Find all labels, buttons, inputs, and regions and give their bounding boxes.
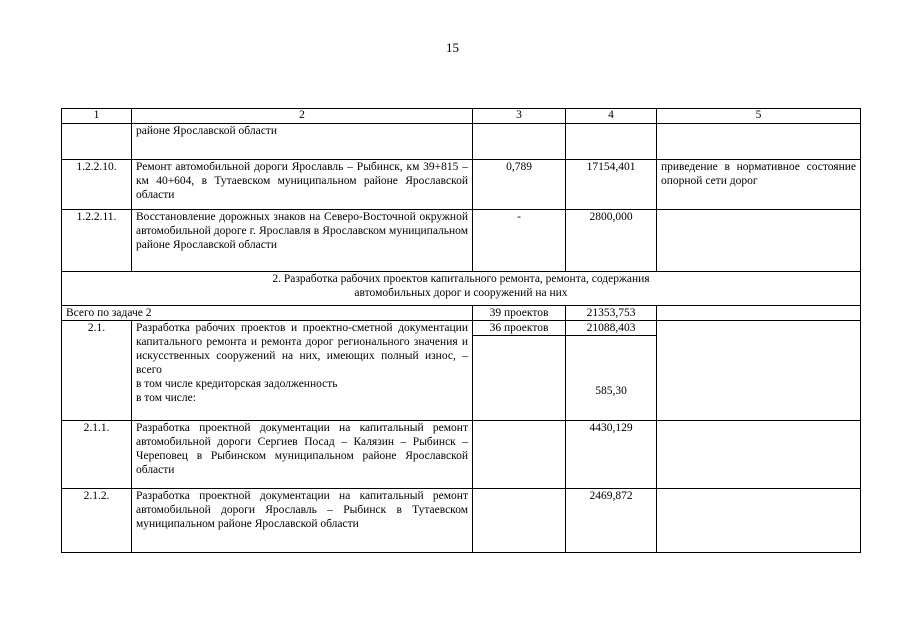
header-col-1: 1	[62, 109, 132, 124]
row-col5	[657, 421, 861, 489]
row-col4: 2469,872	[566, 489, 657, 553]
row-col3	[473, 489, 566, 553]
row-number: 2.1.1.	[62, 421, 132, 489]
total-col5	[657, 306, 861, 321]
header-col-4: 4	[566, 109, 657, 124]
row-description: Восстановление дорожных знаков на Северо-Восточной окружной автомобильной дороге г. Ярославля в Ярославском муниципальном районе Ярославской области	[132, 210, 473, 272]
row-col5	[657, 321, 861, 421]
row-description-debt: в том числе кредиторская задолженность	[136, 378, 338, 390]
section-heading-line-1: 2. Разработка рабочих проектов капитального ремонта, ремонта, содержания	[272, 273, 650, 285]
total-label: Всего по задаче 2	[62, 306, 473, 321]
header-col-5: 5	[657, 109, 861, 124]
row-number: 2.1.2.	[62, 489, 132, 553]
row-col3: -	[473, 210, 566, 272]
row-col4: 21088,403	[566, 321, 657, 336]
row-col5: приведение в нормативное состояние опорной сети дорог	[657, 160, 861, 210]
row-description	[132, 321, 473, 421]
row-col3: 36 проектов	[473, 321, 566, 336]
table-row	[62, 124, 861, 160]
row-description: Ремонт автомобильной дороги Ярославль – Рыбинск, км 39+815 – км 40+604, в Тутаевском муниципальном районе Ярославской области	[132, 160, 473, 210]
header-col-3: 3	[473, 109, 566, 124]
total-row	[62, 306, 861, 321]
row-col5	[657, 489, 861, 553]
table-row	[62, 321, 861, 336]
table-row	[62, 489, 861, 553]
row-number: 1.2.2.10.	[62, 160, 132, 210]
row-col4: 4430,129	[566, 421, 657, 489]
total-col4: 21353,753	[566, 306, 657, 321]
table-row	[62, 160, 861, 210]
section-heading	[62, 272, 861, 306]
row-col4	[566, 124, 657, 160]
row-col4: 2800,000	[566, 210, 657, 272]
row-description: Разработка проектной документации на капитальный ремонт автомобильной дороги Ярославль – Рыбинск в Тутаевском муниципальном районе Ярославской области	[132, 489, 473, 553]
row-col4: 17154,401	[566, 160, 657, 210]
row-col5	[657, 124, 861, 160]
row-col3-sub	[473, 336, 566, 421]
table-row	[62, 210, 861, 272]
row-col3	[473, 421, 566, 489]
document-table	[61, 108, 861, 553]
table-header-row	[62, 109, 861, 124]
row-number: 1.2.2.11.	[62, 210, 132, 272]
row-description-main: Разработка рабочих проектов и проектно-сметной документации капитального ремонта и ремонта дорог регионального значения и искусственных сооружений на них, имеющих полный износ, – всего	[136, 322, 468, 376]
page-number: 15	[446, 40, 459, 55]
row-col3	[473, 124, 566, 160]
row-col3: 0,789	[473, 160, 566, 210]
row-description: районе Ярославской области	[132, 124, 473, 160]
row-description: Разработка проектной документации на капитальный ремонт автомобильной дороги Сергиев Посад – Калязин – Рыбинск – Череповец в Рыбинском муниципальном районе Ярославской области	[132, 421, 473, 489]
table-row	[62, 421, 861, 489]
section-heading-line-2: автомобильных дорог и сооружений на них	[354, 287, 568, 299]
total-col3: 39 проектов	[473, 306, 566, 321]
row-col4-debt: 585,30	[566, 336, 657, 421]
row-number: 2.1.	[62, 321, 132, 421]
row-col5	[657, 210, 861, 272]
header-col-2: 2	[132, 109, 473, 124]
row-description-including: в том числе:	[136, 392, 196, 404]
row-number-cell	[62, 124, 132, 160]
section-heading-row	[62, 272, 861, 306]
